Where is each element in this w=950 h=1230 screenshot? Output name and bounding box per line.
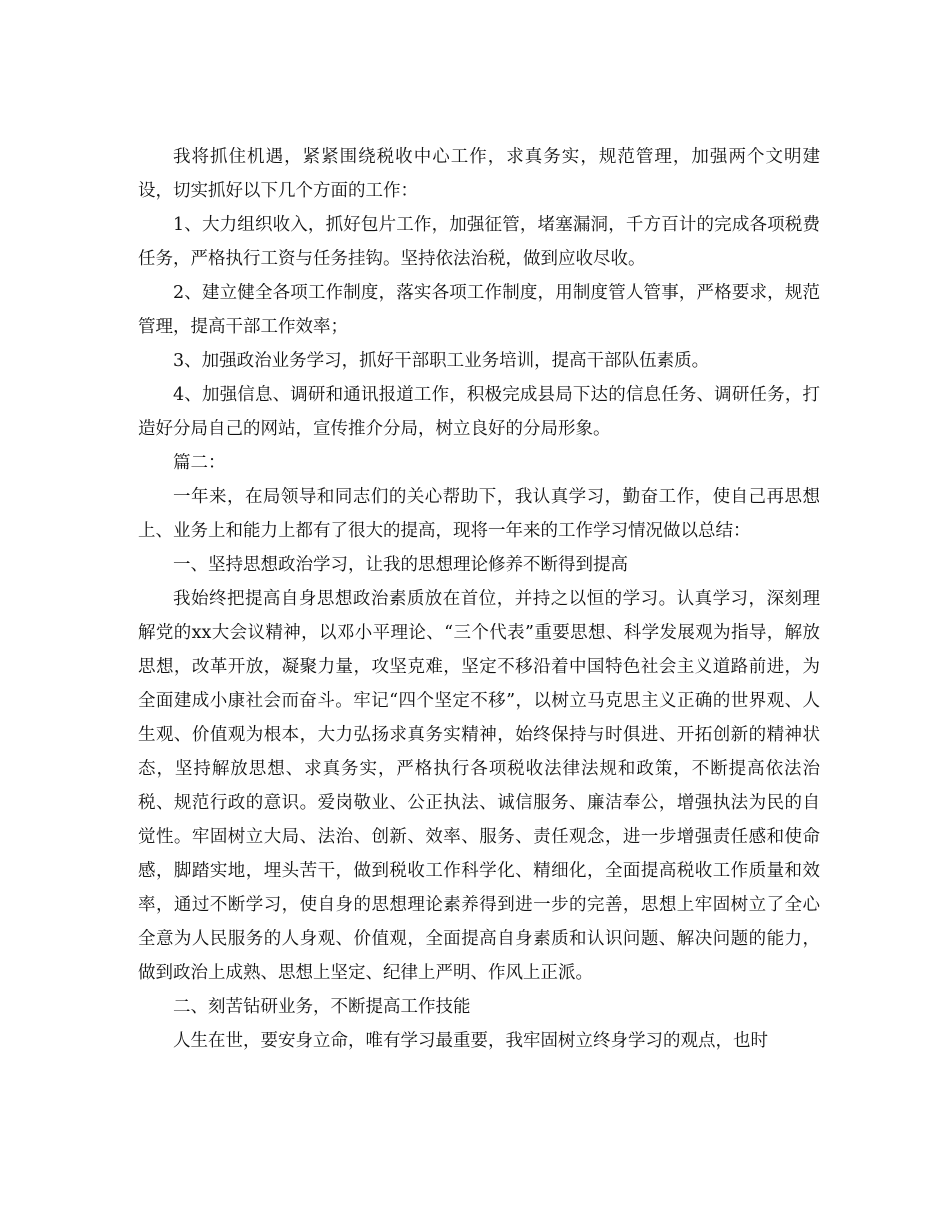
section-heading-political-study: 一、坚持思想政治学习，让我的思想理论修养不断得到提高: [173, 555, 628, 575]
paragraph-item-1: 1、大力组织收入，抓好包片工作，加强征管，堵塞漏洞，千方百计的完成各项税费任务，严格执行工资与任务挂钩。坚持依法治税，做到应收尽收。: [138, 215, 820, 269]
paragraph-business-study: 人生在世，要安身立命，唯有学习最重要，我牢固树立终身学习的观点，也时: [173, 1031, 768, 1051]
paragraph-political-study: 我始终把提高自身思想政治素质放在首位，并持之以恒的学习。认真学习，深刻理解党的xx大会议精神，以邓小平理论、“三个代表”重要思想、科学发展观为指导，解放思想，改革开放，凝聚力量，攻坚克难，坚定不移沿着中国特色社会主义道路前进，为全面建成小康社会而奋斗。牢记“四个坚定不移”，以树立马克思主义正确的世界观、人生观、价值观为根本，大力弘扬求真务实精神，始终保持与时俱进、开拓创新的精神状态，坚持解放思想、求真务实，严格执行各项税收法律法规和政策，不断提高依法治税、规范行政的意识。爱岗敬业、公正执法、诚信服务、廉洁奉公，增强执法为民的自觉性。牢固树立大局、法治、创新、效率、服务、责任观念，进一步增强责任感和使命感，脚踏实地，埋头苦干，做到税收工作科学化、精细化，全面提高税收工作质量和效率，通过不断学习，使自身的思想理论素养得到进一步的完善，思想上牢固树立了全心全意为人民服务的人身观、价值观，全面提高自身素质和认识问题、解决问题的能力，做到政治上成熟、思想上坚定、纪律上严明、作风上正派。: [138, 589, 820, 983]
paragraph-summary-intro: 一年来，在局领导和同志们的关心帮助下，我认真学习，勤奋工作，使自己再思想上、业务上和能力上都有了很大的提高，现将一年来的工作学习情况做以总结：: [138, 487, 820, 541]
section-heading-part-two: 篇二：: [173, 453, 226, 473]
paragraph-item-3: 3、加强政治业务学习，抓好干部职工业务培训，提高干部队伍素质。: [173, 351, 710, 371]
paragraph-intro: 我将抓住机遇，紧紧围绕税收中心工作，求真务实，规范管理，加强两个文明建设，切实抓好以下几个方面的工作：: [138, 147, 820, 201]
paragraph-item-4: 4、加强信息、调研和通讯报道工作，积极完成县局下达的信息任务、调研任务，打造好分局自己的网站，宣传推介分局，树立良好的分局形象。: [138, 385, 820, 439]
paragraph-item-2: 2、建立健全各项工作制度，落实各项工作制度，用制度管人管事，严格要求，规范管理，提高干部工作效率；: [138, 283, 820, 337]
document-body: [138, 140, 820, 1058]
section-heading-business-study: 二、刻苦钻研业务，不断提高工作技能: [173, 997, 471, 1017]
